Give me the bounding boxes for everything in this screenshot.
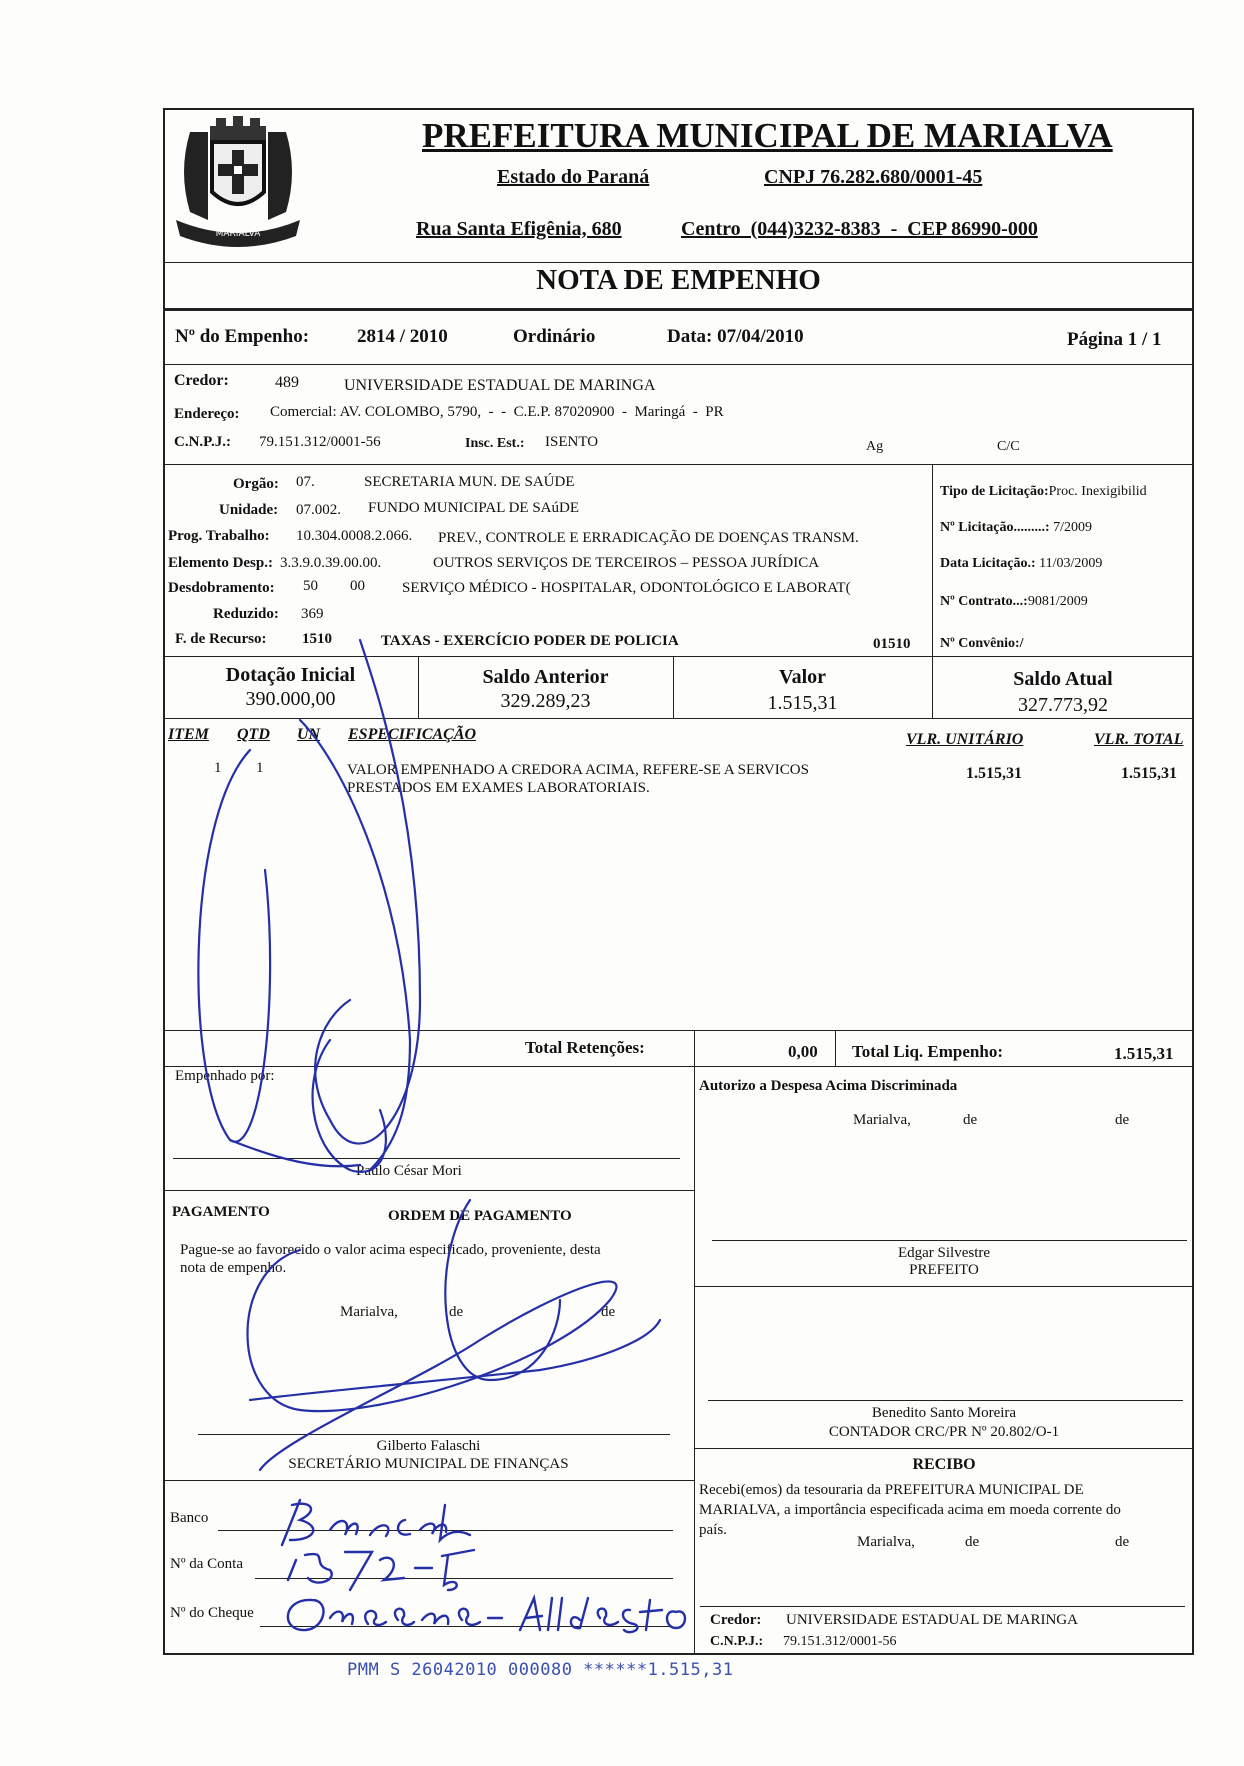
contact-label: Centro (044)3232-8383 - CEP 86990-000 <box>681 218 1038 240</box>
empenho-number-label: Nº do Empenho: <box>175 326 310 347</box>
col-especificacao: ESPECIFICAÇÃO <box>348 726 477 743</box>
dotacao-value: 390.000,00 <box>245 688 336 710</box>
unidade-code: 07.002. <box>296 502 341 518</box>
liquido-label: Total Liq. Empenho: <box>852 1042 1003 1061</box>
licitacao-type <box>940 484 1147 500</box>
contador-signer: Benedito Santo Moreira <box>871 1405 1017 1421</box>
recibo-credor-label: Credor: <box>710 1612 762 1628</box>
divider <box>835 1030 836 1066</box>
licitacao-date <box>940 556 1102 572</box>
autorizo-de2: de <box>1115 1112 1130 1128</box>
divider <box>163 464 1194 465</box>
contrato-value: 9081/2009 <box>1027 594 1088 609</box>
empenho-type: Ordinário <box>513 326 596 347</box>
contador-role: CONTADOR CRC/PR Nº 20.802/O-1 <box>828 1424 1060 1440</box>
pagamento-role: SECRETÁRIO MUNICIPAL DE FINANÇAS <box>288 1456 569 1472</box>
signature-line <box>712 1240 1187 1241</box>
pagamento-signer: Gilberto Falaschi <box>376 1438 481 1454</box>
valor-value: 1.515,31 <box>767 692 838 714</box>
recibo-text-line3: país. <box>699 1522 727 1538</box>
item-unit-value: 1.515,31 <box>966 765 1022 782</box>
licitacao-number-label: Nº Licitação.........: <box>940 520 1050 535</box>
recibo-label: RECIBO <box>912 1456 976 1473</box>
autorizo-city: Marialva, <box>853 1112 911 1128</box>
conta-label: Nº da Conta <box>170 1556 243 1572</box>
empenho-number: 2814 / 2010 <box>357 326 448 347</box>
elemento-label: Elemento Desp.: <box>168 555 273 571</box>
saldo-anterior-label: Saldo Anterior <box>482 666 609 688</box>
document-title: NOTA DE EMPENHO <box>536 264 821 296</box>
divider <box>163 1190 694 1191</box>
contrato-label: Nº Contrato...: <box>940 594 1028 609</box>
saldo-atual-value: 327.773,92 <box>1018 694 1108 716</box>
divider <box>694 1286 1194 1287</box>
cnpj-label: CNPJ 76.282.680/0001-45 <box>764 166 983 188</box>
ordem-pagamento-label: ORDEM DE PAGAMENTO <box>388 1208 572 1224</box>
autorizo-de1: de <box>963 1112 978 1128</box>
recibo-text-line2: MARIALVA, a importância especificada acima em moeda corrente do <box>699 1502 1121 1518</box>
licitacao-date-value: 11/03/2009 <box>1035 556 1103 571</box>
col-qtd: QTD <box>237 726 270 743</box>
prog-name: PREV., CONTROLE E ERRADICAÇÃO DE DOENÇAS TRANSM. <box>438 530 859 546</box>
col-un: UN <box>297 726 321 743</box>
empenho-date: Data: 07/04/2010 <box>667 326 804 347</box>
prog-code: 10.304.0008.2.066. <box>296 528 413 544</box>
divider <box>163 1030 1194 1031</box>
credor-label: Credor: <box>174 372 229 389</box>
item-total-value: 1.515,31 <box>1121 765 1177 782</box>
licitacao-number <box>940 520 1092 536</box>
empenhado-label: Empenhado por: <box>175 1068 275 1084</box>
address-field-label: Endereço: <box>174 406 240 422</box>
svg-text:MARIALVA: MARIALVA <box>215 229 261 239</box>
signature-line <box>173 1158 680 1159</box>
autorizo-label: Autorizo a Despesa Acima Discriminada <box>699 1078 958 1094</box>
unidade-name: FUNDO MUNICIPAL DE SAúDE <box>368 500 579 516</box>
desdobramento-name: SERVIÇO MÉDICO - HOSPITALAR, ODONTOLÓGICO E LABORAT( <box>402 580 851 596</box>
credor-cnpj: 79.151.312/0001-56 <box>259 434 381 450</box>
desdobramento-label: Desdobramento: <box>168 580 275 596</box>
retencoes-label: Total Retenções: <box>525 1038 645 1057</box>
col-unit-value: VLR. UNITÁRIO <box>906 731 1024 748</box>
recibo-credor-name: UNIVERSIDADE ESTADUAL DE MARINGA <box>786 1612 1078 1628</box>
prog-label: Prog. Trabalho: <box>168 528 270 544</box>
divider <box>694 1448 1194 1449</box>
cnpj-field-label: C.N.P.J.: <box>174 434 231 450</box>
account-label: C/C <box>997 439 1020 454</box>
valor-label: Valor <box>778 666 827 688</box>
liquido-value: 1.515,31 <box>1114 1044 1174 1063</box>
col-total-value: VLR. TOTAL <box>1094 731 1184 748</box>
signature-line <box>198 1434 670 1435</box>
pagamento-city: Marialva, <box>340 1304 398 1320</box>
pagamento-text-line2: nota de empenho. <box>180 1260 287 1276</box>
item-description-line2: PRESTADOS EM EXAMES LABORATORIAIS. <box>347 780 650 796</box>
saldo-atual-label: Saldo Atual <box>1013 668 1113 690</box>
unidade-label: Unidade: <box>219 502 279 518</box>
recibo-city: Marialva, <box>857 1534 915 1550</box>
recurso-code-2: 01510 <box>873 636 911 652</box>
address-label: Rua Santa Efigênia, 680 <box>416 218 622 240</box>
divider <box>163 718 1194 719</box>
elemento-code: 3.3.9.0.39.00.00. <box>280 555 382 571</box>
dotacao-label: Dotação Inicial <box>225 664 356 686</box>
divider <box>932 464 933 656</box>
empenhado-signer: Paulo César Mori <box>356 1163 462 1179</box>
recurso-name: TAXAS - EXERCÍCIO PODER DE POLICIA <box>381 633 679 649</box>
credor-name: UNIVERSIDADE ESTADUAL DE MARINGA <box>344 377 656 394</box>
reduzido-value: 369 <box>301 606 324 622</box>
licitacao-type-label: Tipo de Licitação: <box>940 484 1049 499</box>
orgao-label: Orgão: <box>233 476 279 492</box>
reduzido-label: Reduzido: <box>213 606 279 622</box>
recibo-cnpj-label: C.N.P.J.: <box>710 1634 764 1649</box>
divider <box>163 364 1194 365</box>
saldo-anterior-value: 329.289,23 <box>500 690 591 712</box>
item-qty: 1 <box>256 760 264 776</box>
pagamento-de2: de <box>601 1304 616 1320</box>
licitacao-number-value: 7/2009 <box>1049 520 1092 535</box>
divider <box>694 1030 695 1066</box>
banco-line <box>218 1530 673 1531</box>
autorizo-signer: Edgar Silvestre <box>897 1245 991 1261</box>
page-number: Página 1 / 1 <box>1067 329 1162 350</box>
orgao-code: 07. <box>296 474 315 490</box>
credor-address: Comercial: AV. COLOMBO, 5790, - - C.E.P. 87020900 - Maringá - PR <box>270 404 724 420</box>
signature-line <box>700 1606 1185 1607</box>
pagamento-text-line1: Pague-se ao favorecido o valor acima especificado, proveniente, desta <box>180 1242 601 1258</box>
divider <box>163 308 1194 311</box>
state-label: Estado do Paraná <box>497 166 650 188</box>
licitacao-type-value: Proc. Inexigibilid <box>1048 484 1147 499</box>
municipality-title: PREFEITURA MUNICIPAL DE MARIALVA <box>422 116 1113 155</box>
desdobramento-code: 50 <box>303 578 318 594</box>
recibo-de1: de <box>965 1534 980 1550</box>
autorizo-role: PREFEITO <box>909 1262 979 1278</box>
divider <box>163 1066 1194 1067</box>
recurso-code: 1510 <box>302 631 332 647</box>
signature-line <box>708 1400 1183 1401</box>
pagamento-label: PAGAMENTO <box>172 1204 270 1220</box>
retencoes-value: 0,00 <box>788 1042 818 1061</box>
credor-code: 489 <box>275 374 299 391</box>
divider <box>694 1066 695 1655</box>
item-description-line1: VALOR EMPENHADO A CREDORA ACIMA, REFERE-SE A SERVICOS <box>347 762 809 778</box>
coat-of-arms-icon <box>168 112 308 252</box>
elemento-name: OUTROS SERVIÇOS DE TERCEIROS – PESSOA JURÍDICA <box>433 555 820 571</box>
recibo-de2: de <box>1115 1534 1130 1550</box>
orgao-name: SECRETARIA MUN. DE SAÚDE <box>364 474 575 490</box>
contrato <box>940 594 1088 610</box>
divider <box>163 656 1194 657</box>
col-item: ITEM <box>168 726 209 743</box>
divider <box>163 262 1194 263</box>
insc-label: Insc. Est.: <box>465 436 525 451</box>
agency-label: Ag <box>866 439 884 454</box>
cheque-label: Nº do Cheque <box>170 1605 254 1621</box>
item-number: 1 <box>214 760 222 776</box>
insc-value: ISENTO <box>545 434 599 450</box>
divider <box>163 1480 694 1481</box>
desdobramento-subcode: 00 <box>350 578 365 594</box>
pagamento-de1: de <box>449 1304 464 1320</box>
recibo-text-line1: Recebi(emos) da tesouraria da PREFEITURA MUNICIPAL DE <box>699 1482 1084 1498</box>
recurso-label: F. de Recurso: <box>175 631 267 647</box>
payment-stamp: PMM S 26042010 000080 ******1.515,31 <box>347 1660 734 1680</box>
banco-label: Banco <box>170 1510 209 1526</box>
conta-line <box>255 1578 673 1579</box>
recibo-cnpj: 79.151.312/0001-56 <box>783 1634 897 1649</box>
convenio-label: Nº Convênio:/ <box>940 636 1024 651</box>
cheque-line <box>260 1626 673 1627</box>
licitacao-date-label: Data Licitação.: <box>940 556 1036 571</box>
